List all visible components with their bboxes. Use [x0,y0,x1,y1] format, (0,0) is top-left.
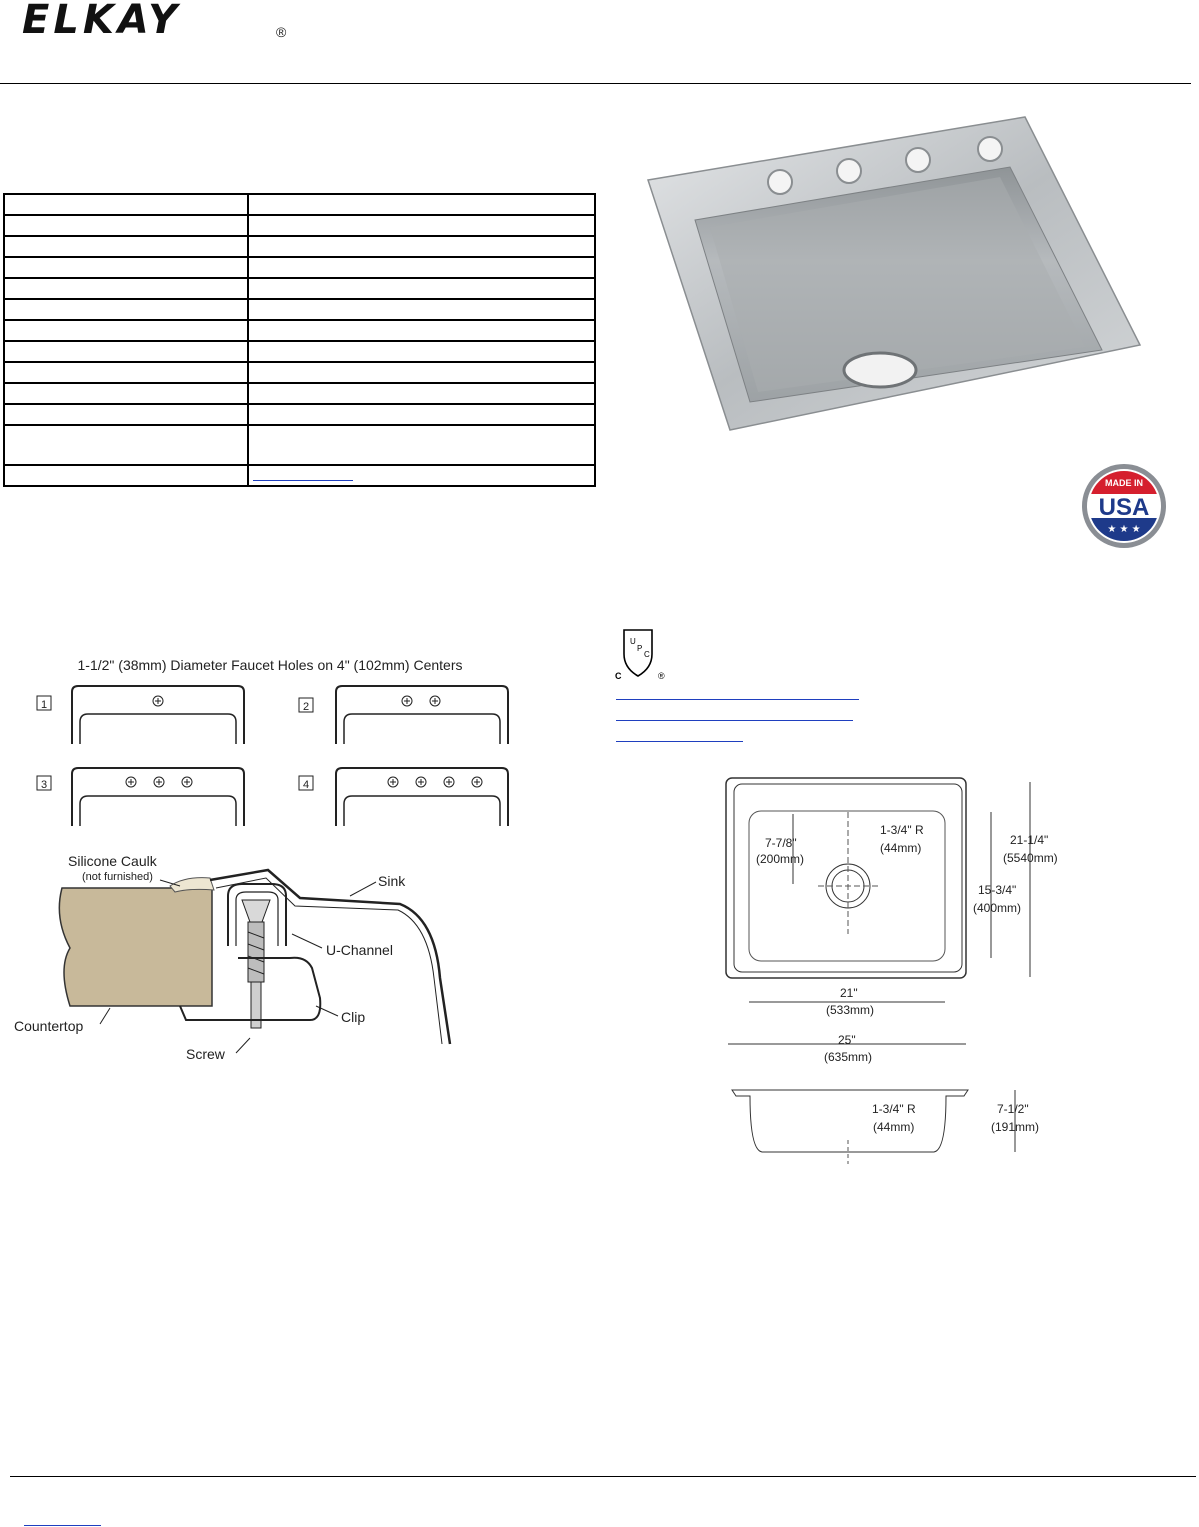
spec-value-cell [248,215,595,236]
spec-value-cell[interactable] [248,465,595,486]
faucet-option-3-label: 3 [40,779,48,791]
spec-key-cell [4,383,248,404]
spec-key-cell [4,194,248,215]
spec-value-cell [248,278,595,299]
document-link-3[interactable] [616,741,743,742]
faucet-hole-icon [472,777,482,787]
dim-bowl-width: 21" [840,986,858,1000]
document-link-1[interactable] [616,699,859,700]
faucet-hole-icon [388,777,398,787]
spec-row [4,404,595,425]
spec-row [4,341,595,362]
sink-product-photo [640,112,1150,437]
spec-link[interactable] [253,468,353,481]
spec-key-cell [4,299,248,320]
spec-value-cell [248,362,595,383]
spec-key-cell [4,257,248,278]
dim-drain-offset-mm: (200mm) [756,852,805,866]
faucet-hole-icon [416,777,426,787]
badge-made-in-text: MADE IN [1105,478,1143,488]
label-u-channel: U-Channel [326,942,393,958]
dim-corner-radius-mm: (44mm) [880,841,922,855]
spec-row [4,278,595,299]
label-sink: Sink [378,873,406,889]
cupc-certification-icon [612,626,672,682]
spec-key-cell [4,341,248,362]
faucet-hole-icon [126,777,136,787]
document-link-2[interactable] [616,720,853,721]
dim-overall-width-mm: (635mm) [824,1050,873,1064]
dim-bowl-front-back-mm: (400mm) [973,901,1022,915]
dim-side-corner-radius: 1-3/4" R [872,1102,916,1116]
faucet-option-2-label: 2 [302,701,310,713]
spec-key-cell [4,425,248,465]
cupc-c: C [644,650,650,659]
spec-key-cell [4,404,248,425]
cupc-registered: ® [658,671,665,681]
spec-value-cell [248,320,595,341]
footer-rule [10,1476,1196,1477]
header-rule [0,83,1191,84]
dim-depth: 7-1/2" [997,1102,1029,1116]
label-silicone-caulk: Silicone Caulk [68,853,157,869]
dim-depth-mm: (191mm) [991,1120,1040,1134]
faucet-hole-icon [444,777,454,787]
spec-table [3,193,596,487]
spec-row [4,362,595,383]
dim-bowl-front-back: 15-3/4" [978,883,1017,897]
footer-link[interactable] [24,1525,101,1526]
spec-row [4,425,595,465]
label-screw: Screw [186,1046,225,1062]
label-countertop: Countertop [14,1018,84,1034]
label-clip: Clip [341,1009,366,1025]
spec-row [4,215,595,236]
spec-value-cell [248,257,595,278]
spec-row [4,320,595,341]
dim-bowl-width-mm: (533mm) [826,1003,875,1017]
sink-dimension-drawing [720,772,1065,1167]
dim-side-corner-radius-mm: (44mm) [873,1120,915,1134]
faucet-hole-icon [154,777,164,787]
dim-overall-front-back: 21-1/4" [1010,833,1049,847]
spec-row [4,299,595,320]
faucet-holes-diagram [30,652,530,832]
faucet-hole-icon [430,696,440,706]
spec-value-cell [248,299,595,320]
made-in-usa-badge [1080,462,1168,550]
spec-key-cell [4,362,248,383]
logo-wordmark: ELKAY [22,0,182,43]
faucet-diagram-title: 1-1/2" (38mm) Diameter Faucet Holes on 4" (102mm) Centers [77,657,463,673]
spec-row [4,194,595,215]
cupc-p: P [637,644,643,653]
installation-cross-section-diagram [10,848,480,1070]
spec-value-cell [248,383,595,404]
spec-key-cell [4,278,248,299]
label-caulk-note: (not furnished) [82,871,153,883]
spec-value-cell [248,236,595,257]
spec-key-cell [4,465,248,486]
faucet-hole-icon [153,696,163,706]
badge-stars: ★ ★ ★ [1107,524,1141,535]
badge-usa-text: USA [1098,494,1150,521]
faucet-option-1-label: 1 [40,699,48,711]
faucet-option-4-label: 4 [302,779,310,791]
faucet-hole-icon [182,777,192,787]
dim-drain-offset: 7-7/8" [765,836,797,850]
spec-value-cell [248,404,595,425]
faucet-hole-icon [402,696,412,706]
spec-key-cell [4,236,248,257]
logo-registered-mark: ® [276,24,287,40]
dim-overall-front-back-mm: (5540mm) [1003,851,1058,865]
spec-value-cell [248,425,595,465]
spec-key-cell [4,215,248,236]
spec-key-cell [4,320,248,341]
cupc-u: U [630,637,636,646]
spec-row [4,236,595,257]
elkay-logo [22,0,292,43]
dim-corner-radius: 1-3/4" R [880,823,924,837]
dim-overall-width: 25" [838,1033,856,1047]
cupc-c-letter: C [615,671,622,681]
spec-row [4,465,595,486]
spec-value-cell [248,341,595,362]
spec-value-cell [248,194,595,215]
spec-row [4,383,595,404]
spec-row [4,257,595,278]
